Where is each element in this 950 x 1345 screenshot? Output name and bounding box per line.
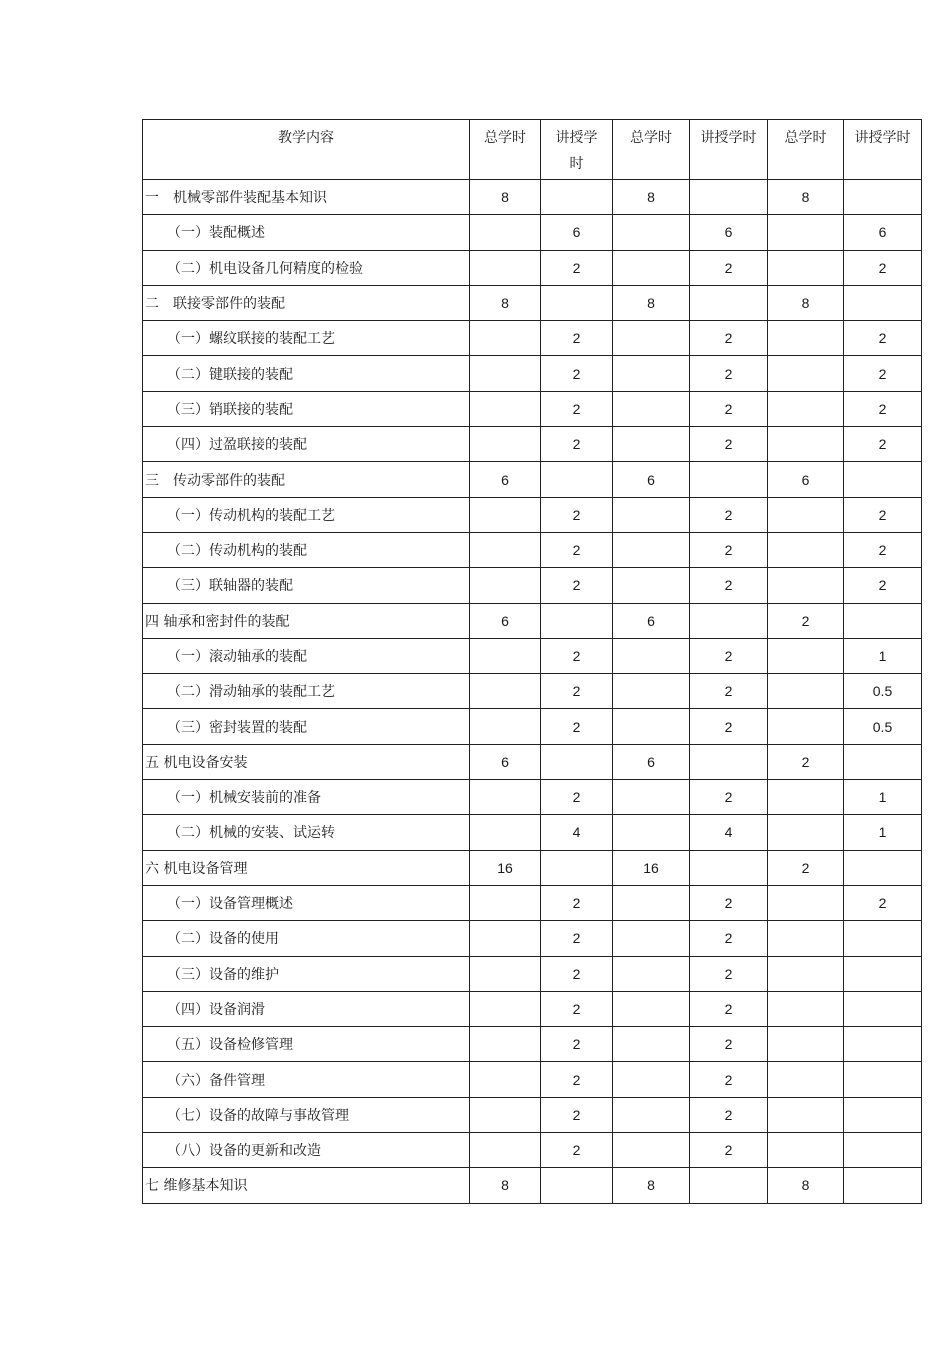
hours-cell-c3 [613, 815, 690, 850]
hours-cell-c3 [613, 674, 690, 709]
hours-cell-c6: 1 [844, 780, 922, 815]
hours-cell-c4: 2 [690, 356, 768, 391]
hours-cell-c1 [470, 497, 541, 532]
hours-cell-c1 [470, 568, 541, 603]
hours-cell-c5 [768, 674, 844, 709]
hours-cell-c5 [768, 885, 844, 920]
hours-cell-c1 [470, 709, 541, 744]
hours-cell-c6: 2 [844, 568, 922, 603]
hours-cell-c2 [541, 180, 613, 215]
hours-cell-c5: 2 [768, 603, 844, 638]
hours-cell-c5 [768, 568, 844, 603]
header-teaching-content: 教学内容 [143, 120, 470, 180]
hours-cell-c2: 2 [541, 391, 613, 426]
hours-cell-c4: 2 [690, 638, 768, 673]
hours-cell-c5 [768, 356, 844, 391]
hours-cell-c3 [613, 356, 690, 391]
hours-cell-c4: 2 [690, 709, 768, 744]
hours-cell-c3 [613, 1062, 690, 1097]
hours-cell-c4: 2 [690, 1027, 768, 1062]
hours-cell-c5 [768, 1097, 844, 1132]
hours-cell-c4: 2 [690, 1133, 768, 1168]
hours-cell-c2: 2 [541, 532, 613, 567]
hours-cell-c4: 4 [690, 815, 768, 850]
section-row [143, 885, 922, 920]
hours-cell-c1 [470, 921, 541, 956]
hours-cell-c2: 2 [541, 1097, 613, 1132]
row-label: 四 轴承和密封件的装配 [143, 603, 470, 638]
hours-cell-c6 [844, 1027, 922, 1062]
hours-cell-c2: 2 [541, 321, 613, 356]
row-label: （一）设备管理概述 [143, 885, 470, 920]
hours-cell-c1 [470, 250, 541, 285]
hours-cell-c3: 6 [613, 603, 690, 638]
hours-cell-c1 [470, 1133, 541, 1168]
header-lecture-hours-2: 讲授学时 [690, 120, 768, 180]
hours-cell-c4 [690, 850, 768, 885]
section-row [143, 1133, 922, 1168]
hours-cell-c2 [541, 285, 613, 320]
hours-cell-c2 [541, 1168, 613, 1203]
row-label: 七 维修基本知识 [143, 1168, 470, 1203]
hours-cell-c3 [613, 709, 690, 744]
hours-cell-c2: 2 [541, 674, 613, 709]
hours-cell-c4: 2 [690, 885, 768, 920]
hours-cell-c6: 0.5 [844, 709, 922, 744]
hours-cell-c4: 2 [690, 921, 768, 956]
hours-cell-c3: 16 [613, 850, 690, 885]
section-row [143, 568, 922, 603]
row-label: （四）设备润滑 [143, 991, 470, 1026]
hours-cell-c2: 2 [541, 885, 613, 920]
hours-cell-c3 [613, 1027, 690, 1062]
hours-cell-c4: 2 [690, 780, 768, 815]
hours-cell-c1 [470, 815, 541, 850]
hours-cell-c3 [613, 250, 690, 285]
row-label: 二 联接零部件的装配 [143, 285, 470, 320]
section-row [143, 674, 922, 709]
hours-cell-c2: 2 [541, 1062, 613, 1097]
hours-cell-c6: 0.5 [844, 674, 922, 709]
hours-cell-c1 [470, 991, 541, 1026]
course-hours-table [142, 119, 922, 1204]
hours-cell-c5 [768, 321, 844, 356]
hours-cell-c1 [470, 674, 541, 709]
section-row [143, 956, 922, 991]
hours-cell-c1: 6 [470, 603, 541, 638]
chapter-row [143, 744, 922, 779]
hours-cell-c3 [613, 391, 690, 426]
hours-cell-c5 [768, 921, 844, 956]
row-label: （一）螺纹联接的装配工艺 [143, 321, 470, 356]
hours-cell-c5 [768, 815, 844, 850]
hours-cell-c1 [470, 780, 541, 815]
hours-cell-c6: 6 [844, 215, 922, 250]
hours-cell-c2: 6 [541, 215, 613, 250]
hours-cell-c4: 6 [690, 215, 768, 250]
section-row [143, 1027, 922, 1062]
hours-cell-c5: 2 [768, 744, 844, 779]
hours-cell-c4 [690, 285, 768, 320]
hours-cell-c6 [844, 991, 922, 1026]
hours-cell-c3 [613, 885, 690, 920]
hours-cell-c6 [844, 956, 922, 991]
section-row [143, 250, 922, 285]
hours-cell-c2: 2 [541, 250, 613, 285]
hours-cell-c1 [470, 885, 541, 920]
hours-cell-c2: 2 [541, 921, 613, 956]
hours-cell-c4 [690, 1168, 768, 1203]
hours-cell-c2: 2 [541, 1027, 613, 1062]
hours-cell-c1 [470, 532, 541, 567]
hours-cell-c6: 2 [844, 321, 922, 356]
hours-cell-c6: 2 [844, 250, 922, 285]
hours-cell-c2: 2 [541, 991, 613, 1026]
row-label: （一）传动机构的装配工艺 [143, 497, 470, 532]
hours-cell-c6: 2 [844, 497, 922, 532]
header-lecture-hours-1 [541, 120, 613, 180]
row-label: （四）过盈联接的装配 [143, 427, 470, 462]
hours-cell-c1 [470, 1097, 541, 1132]
row-label: 六 机电设备管理 [143, 850, 470, 885]
hours-cell-c4: 2 [690, 1097, 768, 1132]
row-label: （二）机电设备几何精度的检验 [143, 250, 470, 285]
row-label: （二）滑动轴承的装配工艺 [143, 674, 470, 709]
hours-cell-c3 [613, 321, 690, 356]
hours-cell-c5 [768, 780, 844, 815]
section-row [143, 427, 922, 462]
section-row [143, 321, 922, 356]
hours-cell-c3: 8 [613, 285, 690, 320]
hours-cell-c2: 4 [541, 815, 613, 850]
header-lecture-hours-3: 讲授学时 [844, 120, 922, 180]
hours-cell-c4: 2 [690, 427, 768, 462]
hours-cell-c5: 6 [768, 462, 844, 497]
hours-cell-c1: 6 [470, 462, 541, 497]
hours-cell-c3 [613, 1133, 690, 1168]
row-label: （八）设备的更新和改造 [143, 1133, 470, 1168]
hours-cell-c1 [470, 1027, 541, 1062]
hours-cell-c2: 2 [541, 780, 613, 815]
hours-cell-c6 [844, 1097, 922, 1132]
section-row [143, 780, 922, 815]
row-label: （一）机械安装前的准备 [143, 780, 470, 815]
row-label: （二）键联接的装配 [143, 356, 470, 391]
section-row [143, 709, 922, 744]
hours-cell-c1 [470, 638, 541, 673]
hours-cell-c6 [844, 603, 922, 638]
row-label: （三）联轴器的装配 [143, 568, 470, 603]
hours-cell-c6: 2 [844, 532, 922, 567]
section-row [143, 532, 922, 567]
row-label: 一 机械零部件装配基本知识 [143, 180, 470, 215]
hours-cell-c6 [844, 921, 922, 956]
hours-cell-c4: 2 [690, 956, 768, 991]
row-label: （七）设备的故障与事故管理 [143, 1097, 470, 1132]
chapter-row [143, 180, 922, 215]
section-row [143, 815, 922, 850]
hours-cell-c2: 2 [541, 568, 613, 603]
hours-cell-c2 [541, 603, 613, 638]
section-row [143, 1097, 922, 1132]
hours-cell-c1 [470, 215, 541, 250]
hours-cell-c1: 8 [470, 180, 541, 215]
hours-cell-c6 [844, 462, 922, 497]
hours-cell-c5: 8 [768, 180, 844, 215]
hours-cell-c6: 2 [844, 356, 922, 391]
hours-cell-c6 [844, 285, 922, 320]
hours-cell-c1 [470, 1062, 541, 1097]
hours-cell-c4 [690, 744, 768, 779]
hours-cell-c4: 2 [690, 532, 768, 567]
header-total-hours-1: 总学时 [470, 120, 541, 180]
row-label: （二）机械的安装、试运转 [143, 815, 470, 850]
hours-cell-c4 [690, 180, 768, 215]
hours-cell-c2 [541, 744, 613, 779]
header-lecture-hours-1-label: 讲授学时 [555, 130, 598, 172]
hours-cell-c4: 2 [690, 497, 768, 532]
row-label: （一）装配概述 [143, 215, 470, 250]
hours-cell-c4: 2 [690, 674, 768, 709]
hours-cell-c5 [768, 215, 844, 250]
hours-cell-c4: 2 [690, 250, 768, 285]
hours-cell-c3 [613, 532, 690, 567]
hours-cell-c6: 2 [844, 885, 922, 920]
section-row [143, 991, 922, 1026]
hours-cell-c3 [613, 921, 690, 956]
row-label: （五）设备检修管理 [143, 1027, 470, 1062]
hours-cell-c3 [613, 956, 690, 991]
row-label: （三）密封装置的装配 [143, 709, 470, 744]
hours-cell-c6 [844, 180, 922, 215]
table-header-row [143, 120, 922, 180]
hours-cell-c3 [613, 215, 690, 250]
hours-cell-c6 [844, 1133, 922, 1168]
hours-cell-c5 [768, 1133, 844, 1168]
hours-cell-c5 [768, 991, 844, 1026]
chapter-row [143, 285, 922, 320]
hours-cell-c6: 1 [844, 638, 922, 673]
hours-cell-c6 [844, 1062, 922, 1097]
hours-cell-c5 [768, 709, 844, 744]
hours-cell-c5 [768, 638, 844, 673]
hours-cell-c1 [470, 391, 541, 426]
hours-cell-c3: 6 [613, 462, 690, 497]
chapter-row [143, 850, 922, 885]
hours-cell-c2: 2 [541, 356, 613, 391]
chapter-row [143, 603, 922, 638]
hours-cell-c3 [613, 427, 690, 462]
hours-cell-c3 [613, 497, 690, 532]
hours-cell-c3: 8 [613, 1168, 690, 1203]
hours-cell-c4: 2 [690, 568, 768, 603]
row-label: 五 机电设备安装 [143, 744, 470, 779]
hours-cell-c2: 2 [541, 638, 613, 673]
hours-cell-c3 [613, 1097, 690, 1132]
hours-cell-c3: 6 [613, 744, 690, 779]
hours-cell-c3: 8 [613, 180, 690, 215]
row-label: 三 传动零部件的装配 [143, 462, 470, 497]
hours-cell-c2: 2 [541, 956, 613, 991]
hours-cell-c1: 8 [470, 285, 541, 320]
hours-cell-c5 [768, 250, 844, 285]
row-label: （三）销联接的装配 [143, 391, 470, 426]
hours-cell-c5 [768, 956, 844, 991]
hours-cell-c1 [470, 321, 541, 356]
hours-cell-c6 [844, 744, 922, 779]
hours-cell-c1: 8 [470, 1168, 541, 1203]
row-label: （六）备件管理 [143, 1062, 470, 1097]
hours-cell-c1: 16 [470, 850, 541, 885]
hours-cell-c5: 2 [768, 850, 844, 885]
hours-cell-c4: 2 [690, 991, 768, 1026]
table-body [143, 180, 922, 1204]
hours-cell-c5 [768, 532, 844, 567]
section-row [143, 497, 922, 532]
hours-cell-c1 [470, 427, 541, 462]
hours-cell-c5 [768, 427, 844, 462]
hours-cell-c2: 2 [541, 709, 613, 744]
row-label: （三）设备的维护 [143, 956, 470, 991]
header-total-hours-3: 总学时 [768, 120, 844, 180]
hours-cell-c2: 2 [541, 497, 613, 532]
hours-cell-c1 [470, 356, 541, 391]
hours-cell-c1: 6 [470, 744, 541, 779]
section-row [143, 215, 922, 250]
hours-cell-c6: 1 [844, 815, 922, 850]
hours-cell-c2 [541, 850, 613, 885]
hours-cell-c6: 2 [844, 391, 922, 426]
hours-cell-c3 [613, 568, 690, 603]
row-label: （二）设备的使用 [143, 921, 470, 956]
hours-cell-c5 [768, 391, 844, 426]
hours-cell-c5 [768, 497, 844, 532]
hours-cell-c4: 2 [690, 1062, 768, 1097]
section-row [143, 921, 922, 956]
hours-cell-c4: 2 [690, 321, 768, 356]
hours-cell-c3 [613, 780, 690, 815]
row-label: （二）传动机构的装配 [143, 532, 470, 567]
hours-cell-c6 [844, 1168, 922, 1203]
chapter-row [143, 462, 922, 497]
hours-cell-c6: 2 [844, 427, 922, 462]
hours-cell-c4: 2 [690, 391, 768, 426]
row-label: （一）滚动轴承的装配 [143, 638, 470, 673]
hours-cell-c4 [690, 462, 768, 497]
hours-cell-c5 [768, 1062, 844, 1097]
hours-cell-c2: 2 [541, 1133, 613, 1168]
hours-cell-c5: 8 [768, 1168, 844, 1203]
hours-cell-c3 [613, 638, 690, 673]
section-row [143, 391, 922, 426]
hours-cell-c4 [690, 603, 768, 638]
hours-cell-c1 [470, 956, 541, 991]
header-total-hours-2: 总学时 [613, 120, 690, 180]
hours-cell-c2 [541, 462, 613, 497]
hours-cell-c6 [844, 850, 922, 885]
chapter-row [143, 1168, 922, 1203]
hours-cell-c5: 8 [768, 285, 844, 320]
hours-cell-c5 [768, 1027, 844, 1062]
section-row [143, 638, 922, 673]
hours-cell-c2: 2 [541, 427, 613, 462]
section-row [143, 1062, 922, 1097]
hours-cell-c3 [613, 991, 690, 1026]
section-row [143, 356, 922, 391]
